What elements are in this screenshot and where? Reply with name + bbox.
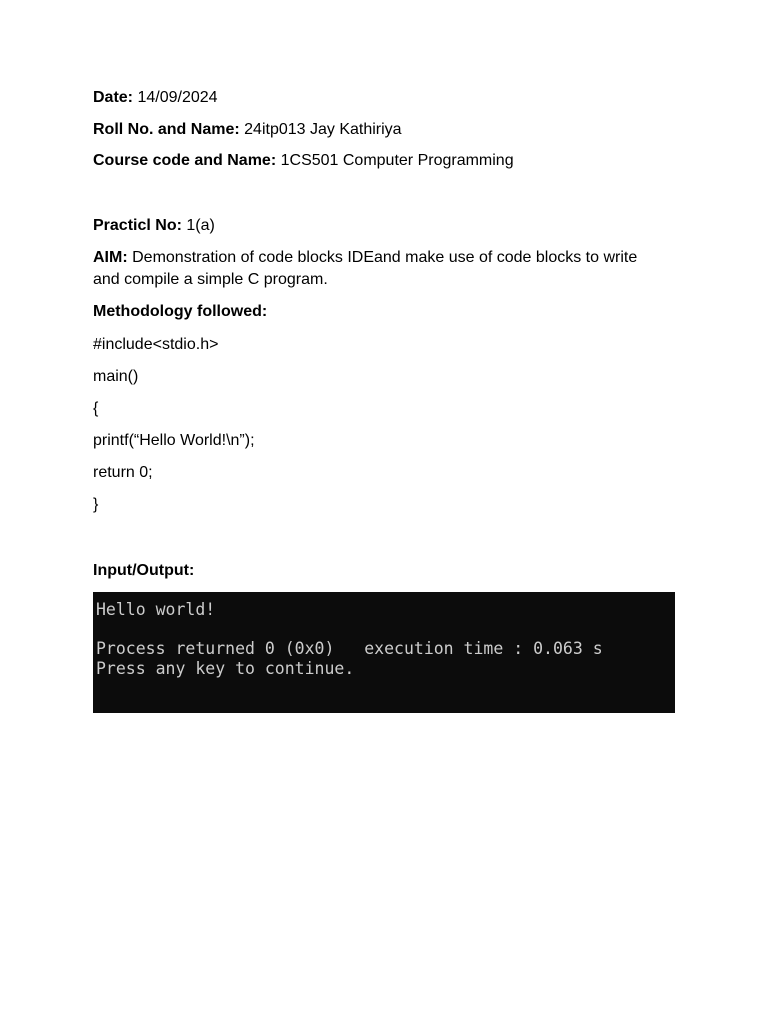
aim-text: Demonstration of code blocks IDEand make use of code blocks to write and compile a simple C program. (93, 249, 638, 288)
roll-value: 24itp013 Jay Kathiriya (244, 121, 402, 138)
methodology-heading (93, 301, 267, 323)
code-line: } (93, 496, 99, 513)
console-line: Hello world! (96, 600, 216, 619)
console-line (96, 620, 675, 640)
date-label: Date: (93, 89, 134, 106)
code-line: main() (93, 368, 139, 385)
aim-paragraph (93, 247, 663, 291)
practical-value: 1(a) (186, 217, 215, 234)
console-line: Process returned 0 (0x0) execution time : 0.063 s (96, 639, 603, 658)
io-label: Input/Output: (93, 562, 195, 579)
course-line (93, 150, 514, 172)
course-value: 1CS501 Computer Programming (280, 152, 514, 169)
practical-label: Practicl No: (93, 217, 182, 234)
date-line (93, 87, 218, 109)
io-heading (93, 560, 194, 582)
code-line: #include<stdio.h> (93, 336, 219, 353)
roll-label: Roll No. and Name: (93, 121, 240, 138)
roll-line (93, 119, 402, 141)
code-line: return 0; (93, 464, 153, 481)
console-line: Press any key to continue. (96, 658, 355, 678)
methodology-label: Methodology followed: (93, 303, 268, 320)
date-value: 14/09/2024 (137, 89, 218, 106)
practical-line (93, 215, 215, 237)
code-line: printf(“Hello World!\n”); (93, 432, 255, 449)
aim-label: AIM: (93, 249, 128, 266)
console-output-screenshot (93, 592, 675, 713)
course-label: Course code and Name: (93, 152, 277, 169)
code-line: { (93, 400, 99, 417)
